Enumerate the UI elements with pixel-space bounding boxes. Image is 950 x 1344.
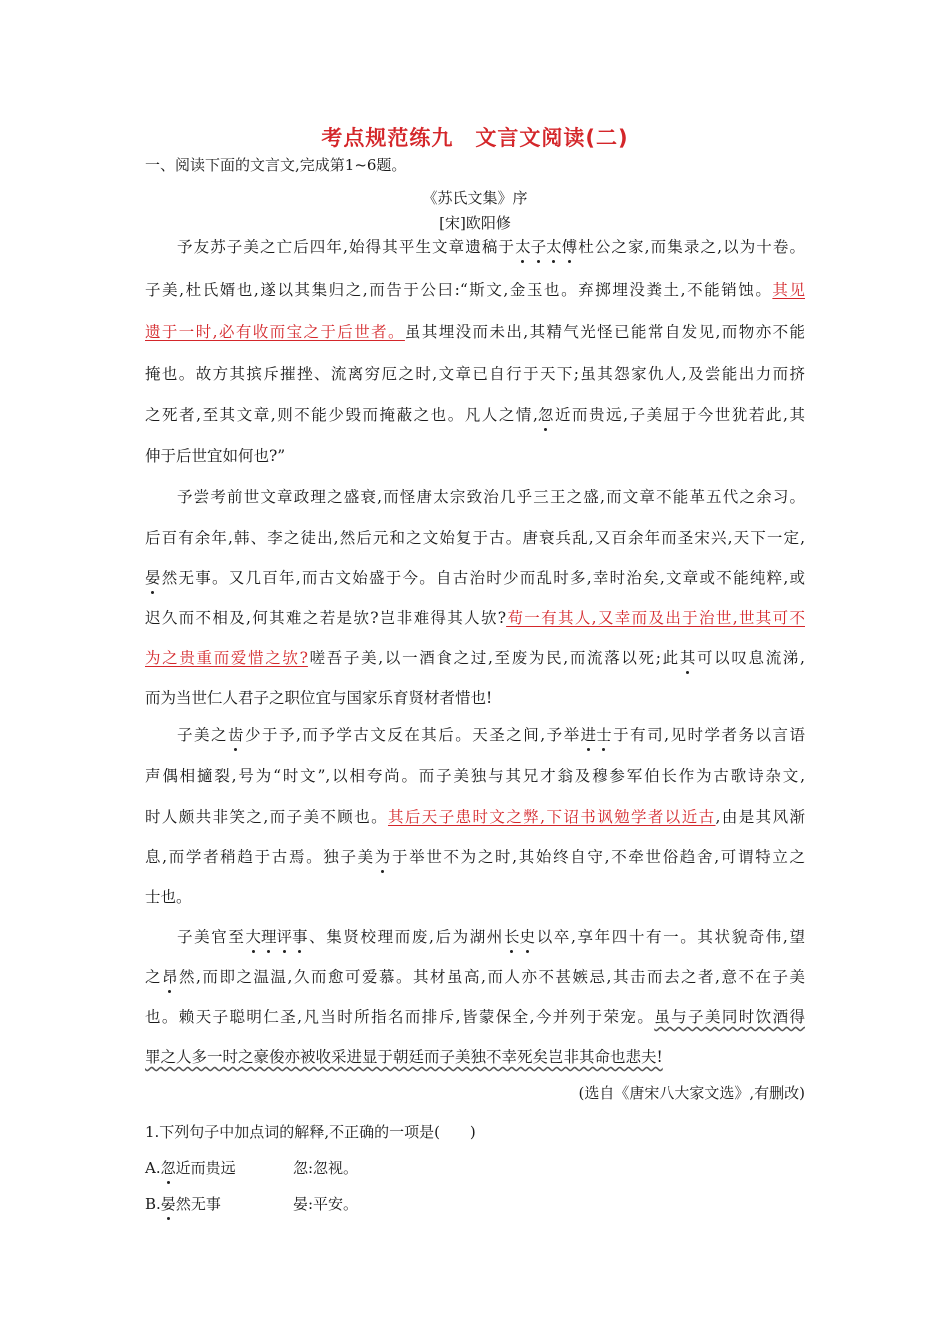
underlined-sentence: 苟一有其人,又幸而及出于治世,世其可不 <box>506 609 805 627</box>
source-note: (选自《唐宋八大家文选》,有删改) <box>578 1084 805 1102</box>
text-line: 士也。 <box>145 888 192 906</box>
underlined-sentence: 其后天子患时文之弊,下诏书讽勉学者以近古 <box>388 808 716 826</box>
dotted-term: 为 <box>375 845 391 867</box>
text-line: 掩也。故方其摈斥摧挫、流离穷厄之时,文章已自行于天下;虽其怨家仇人,及尝能出力而挤 <box>145 365 805 383</box>
text-line: 也。赖天子聪明仁圣,凡当时所指名而排斥,皆蒙保全,今并列于荣宠。虽与子美同时饮酒得 <box>145 1008 805 1026</box>
option-b: B.晏然无事 晏:平安。 <box>145 1195 359 1213</box>
text-line: 伸于后世宜如何也?” <box>145 447 286 465</box>
underlined-sentence: 遗于一时,必有收而宝之于后世者。 <box>145 323 405 341</box>
instruction: 一、阅读下面的文言文,完成第1~6题。 <box>145 156 407 174</box>
option-b-gloss: 晏:平安。 <box>293 1195 359 1213</box>
text-line: 迟久而不相及,何其难之若是欤?岂非难得其人欤?苟一有其人,又幸而及出于治世,世其可不 <box>145 609 805 627</box>
underlined-sentence: 其见 <box>772 281 805 299</box>
dotted-term: 太子太傅 <box>515 238 577 256</box>
dotted-term: 进士 <box>581 726 612 744</box>
text-line: 予友苏子美之亡后四年,始得其平生文章遗稿于太子太傅杜公之家,而集录之,以为十卷。 <box>177 235 805 257</box>
wavy-underlined-sentence: 虽与子美同时饮酒得 <box>654 1008 805 1026</box>
text-line: 后百有余年,韩、李之徒出,然后元和之文始复于古。唐衰兵乱,又百余年而圣宋兴,天下一定, <box>145 529 805 547</box>
dotted-term: 齿 <box>228 723 244 745</box>
text-line: 晏然无事。又几百年,而古文始盛于今。自古治时少而乱时多,幸时治矣,文章或不能纯粹,或 <box>145 566 805 588</box>
dotted-term: 大理评事 <box>245 928 307 946</box>
dotted-term: 其 <box>680 646 696 668</box>
text-line: 遗于一时,必有收而宝之于后世者。虽其埋没而未出,其精气光怪已能常自发见,而物亦不能 <box>145 323 805 341</box>
text-line: 而为当世仁人君子之职位宜与国家乐育贤材者惜也! <box>145 689 493 707</box>
dotted-term: 忽 <box>538 403 554 425</box>
text-line: 之死者,至其文章,则不能少毁而掩蔽之也。凡人之情,忽近而贵远,子美屈于今世犹若此,其 <box>145 403 805 425</box>
dotted-term: 晏 <box>145 566 161 588</box>
text-line: 时人颇共非笑之,而子美不顾也。其后天子患时文之弊,下诏书讽勉学者以近古,由是其风渐 <box>145 808 805 826</box>
text-line: 为之贵重而爱惜之欤?嗟吾子美,以一酒食之过,至废为民,而流落以死;此其可以叹息流涕, <box>145 646 805 668</box>
text-line: 予尝考前世文章政理之盛衰,而怪唐太宗致治几乎三王之盛,而文章不能革五代之余习。 <box>177 488 805 506</box>
passage-author: [宋]欧阳修 <box>439 214 511 232</box>
text-line: 子美,杜氏婿也,遂以其集归之,而告于公曰:“斯文,金玉也。弃掷埋没粪土,不能销蚀。其见 <box>145 281 805 299</box>
dotted-term: 昂 <box>162 965 178 987</box>
passage-title: 《苏氏文集》序 <box>422 189 528 207</box>
dotted-term: 忽 <box>160 1159 176 1177</box>
wavy-underlined-sentence: 罪之人多一时之豪俊亦被收采进显于朝廷而子美独不幸死矣岂非其命也悲夫! <box>145 1048 663 1066</box>
dotted-term: 晏 <box>160 1195 176 1213</box>
underlined-sentence: 为之贵重而爱惜之欤? <box>145 649 308 667</box>
dotted-term: 长史 <box>504 928 535 946</box>
text-line: 之昂然,而即之温温,久而愈可爱慕。其材虽高,而人亦不甚嫉忌,其击而去之者,意不在子美 <box>145 965 805 987</box>
question-1: 1.下列句子中加点词的解释,不正确的一项是( ) <box>145 1123 476 1141</box>
option-a: A.忽近而贵远 忽:忽视。 <box>145 1159 359 1177</box>
page-title: 考点规范练九 文言文阅读(二) <box>321 126 629 150</box>
option-a-gloss: 忽:忽视。 <box>293 1159 359 1177</box>
text-line: 子美官至大理评事、集贤校理而废,后为湖州长史以卒,享年四十有一。其状貌奇伟,望 <box>177 925 805 947</box>
text-line <box>145 1045 805 1067</box>
text-line: 声偶相擿裂,号为“时文”,以相夸尚。而子美独与其兄才翁及穆参军伯长作为古歌诗杂文, <box>145 767 805 785</box>
text-line: 息,而学者稍趋于古焉。独子美为于举世不为之时,其始终自守,不牵世俗趋舍,可谓特立之 <box>145 845 805 867</box>
text-line: 子美之齿少于予,而予学古文反在其后。天圣之间,予举进士于有司,见时学者务以言语 <box>177 723 805 745</box>
